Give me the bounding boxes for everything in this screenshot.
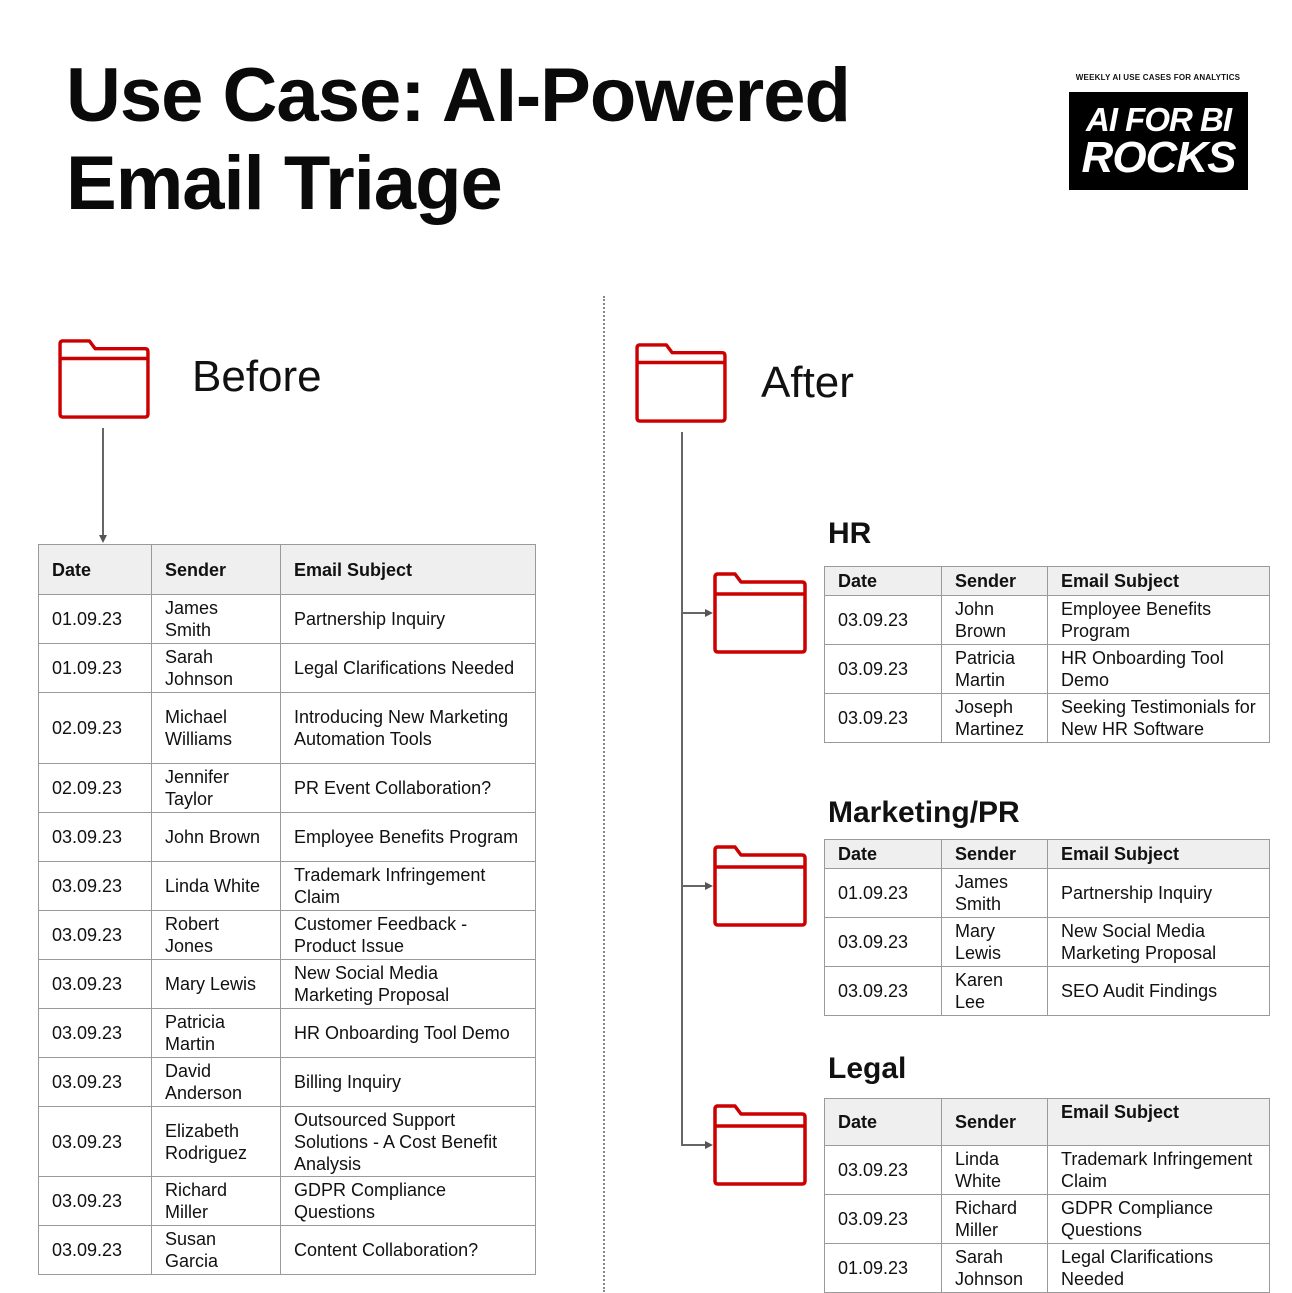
category-title-marketing-pr: Marketing/PR	[828, 796, 1020, 829]
legal-folder-icon	[711, 1102, 809, 1193]
cell-subject: HR Onboarding Tool Demo	[281, 1009, 536, 1058]
cell-date: 03.09.23	[39, 911, 152, 960]
folder-icon	[711, 570, 809, 656]
logo-line2: ROCKS	[1081, 133, 1236, 182]
cell-sender: Sarah Johnson	[942, 1244, 1048, 1293]
cell-subject: New Social Media Marketing Proposal	[281, 960, 536, 1009]
folder-icon	[711, 1102, 809, 1188]
column-header-subject: Email Subject	[1048, 1099, 1270, 1146]
cell-date: 01.09.23	[825, 869, 942, 918]
before-connector	[102, 428, 104, 536]
hr-email-table	[824, 566, 1270, 743]
section-divider	[603, 296, 605, 1292]
before-label: Before	[192, 352, 322, 401]
logo	[1069, 92, 1248, 190]
hr-connector	[681, 612, 707, 614]
after-connector	[681, 432, 683, 1145]
cell-sender: Patricia Martin	[152, 1009, 281, 1058]
cell-sender: John Brown	[152, 813, 281, 862]
cell-sender: Robert Jones	[152, 911, 281, 960]
cell-subject: Outsourced Support Solutions - A Cost Benefit Analysis	[281, 1107, 536, 1177]
page-title	[66, 52, 850, 228]
table-row	[39, 595, 536, 644]
cell-date: 03.09.23	[39, 1177, 152, 1226]
cell-date: 01.09.23	[825, 1244, 942, 1293]
column-header-sender: Sender	[942, 840, 1048, 869]
cell-subject: PR Event Collaboration?	[281, 764, 536, 813]
cell-subject: Legal Clarifications Needed	[281, 644, 536, 693]
table-row	[39, 911, 536, 960]
cell-subject: HR Onboarding Tool Demo	[1048, 645, 1270, 694]
table-row	[825, 694, 1270, 743]
cell-date: 02.09.23	[39, 693, 152, 764]
cell-sender: Michael Williams	[152, 693, 281, 764]
table-row	[39, 960, 536, 1009]
table-row	[825, 869, 1270, 918]
cell-subject: Employee Benefits Program	[281, 813, 536, 862]
cell-date: 03.09.23	[825, 1195, 942, 1244]
table-row	[825, 1244, 1270, 1293]
table-row	[39, 764, 536, 813]
cell-date: 03.09.23	[39, 960, 152, 1009]
cell-date: 03.09.23	[825, 596, 942, 645]
table-row	[825, 1195, 1270, 1244]
column-header-date: Date	[825, 1099, 942, 1146]
cell-sender: Mary Lewis	[942, 918, 1048, 967]
table-row	[39, 644, 536, 693]
table-row	[39, 1107, 536, 1177]
cell-subject: Legal Clarifications Needed	[1048, 1244, 1270, 1293]
cell-sender: Sarah Johnson	[152, 644, 281, 693]
cell-date: 03.09.23	[825, 918, 942, 967]
cell-sender: David Anderson	[152, 1058, 281, 1107]
cell-subject: Content Collaboration?	[281, 1226, 536, 1275]
table-row	[825, 1146, 1270, 1195]
cell-subject: Seeking Testimonials for New HR Software	[1048, 694, 1270, 743]
cell-date: 03.09.23	[39, 813, 152, 862]
cell-date: 02.09.23	[39, 764, 152, 813]
cell-subject: Customer Feedback - Product Issue	[281, 911, 536, 960]
cell-date: 03.09.23	[39, 1058, 152, 1107]
logo-line1: AI FOR BI	[1086, 101, 1231, 138]
before-folder-icon	[56, 337, 152, 426]
cell-sender: Elizabeth Rodriguez	[152, 1107, 281, 1177]
cell-sender: John Brown	[942, 596, 1048, 645]
table-header-row	[825, 567, 1270, 596]
column-header-subject: Email Subject	[1048, 840, 1270, 869]
column-header-subject: Email Subject	[281, 545, 536, 595]
cell-sender: Linda White	[942, 1146, 1048, 1195]
cell-sender: Karen Lee	[942, 967, 1048, 1016]
cell-date: 03.09.23	[825, 694, 942, 743]
cell-subject: GDPR Compliance Questions	[281, 1177, 536, 1226]
column-header-date: Date	[825, 567, 942, 596]
table-row	[39, 693, 536, 764]
table-row	[39, 862, 536, 911]
cell-sender: Joseph Martinez	[942, 694, 1048, 743]
before-email-table	[38, 544, 536, 1275]
cell-sender: Richard Miller	[942, 1195, 1048, 1244]
cell-date: 03.09.23	[39, 1107, 152, 1177]
cell-date: 03.09.23	[825, 967, 942, 1016]
table-header-row	[825, 840, 1270, 869]
hr-folder-icon	[711, 570, 809, 661]
page-title-line1: Use Case: AI-Powered	[66, 53, 850, 138]
legal-connector	[681, 1144, 707, 1146]
table-row	[39, 813, 536, 862]
table-row	[825, 645, 1270, 694]
cell-subject: Introducing New Marketing Automation Tools	[281, 693, 536, 764]
cell-subject: Partnership Inquiry	[1048, 869, 1270, 918]
cell-date: 03.09.23	[39, 1009, 152, 1058]
marketing-folder-icon	[711, 843, 809, 934]
cell-date: 03.09.23	[825, 1146, 942, 1195]
logo-tagline: WEEKLY AI USE CASES FOR ANALYTICS	[1075, 73, 1241, 82]
cell-sender: James Smith	[152, 595, 281, 644]
table-header-row	[39, 545, 536, 595]
cell-date: 03.09.23	[825, 645, 942, 694]
cell-date: 03.09.23	[39, 1226, 152, 1275]
column-header-sender: Sender	[942, 1099, 1048, 1146]
cell-subject: Trademark Infringement Claim	[281, 862, 536, 911]
cell-date: 03.09.23	[39, 862, 152, 911]
column-header-subject: Email Subject	[1048, 567, 1270, 596]
marketing-email-table	[824, 839, 1270, 1016]
folder-icon	[56, 337, 152, 421]
marketing-connector	[681, 885, 707, 887]
cell-subject: Billing Inquiry	[281, 1058, 536, 1107]
cell-sender: Mary Lewis	[152, 960, 281, 1009]
table-row	[825, 967, 1270, 1016]
column-header-sender: Sender	[942, 567, 1048, 596]
cell-sender: Jennifer Taylor	[152, 764, 281, 813]
table-row	[39, 1177, 536, 1226]
page-title-line2: Email Triage	[66, 141, 502, 226]
cell-date: 01.09.23	[39, 644, 152, 693]
column-header-date: Date	[825, 840, 942, 869]
cell-subject: Trademark Infringement Claim	[1048, 1146, 1270, 1195]
arrow-icon	[99, 535, 107, 543]
after-folder-icon	[633, 341, 729, 430]
cell-subject: GDPR Compliance Questions	[1048, 1195, 1270, 1244]
cell-sender: James Smith	[942, 869, 1048, 918]
table-row	[39, 1058, 536, 1107]
table-row	[825, 918, 1270, 967]
cell-sender: Linda White	[152, 862, 281, 911]
after-label: After	[761, 358, 854, 407]
table-row	[825, 596, 1270, 645]
folder-icon	[711, 843, 809, 929]
cell-sender: Patricia Martin	[942, 645, 1048, 694]
cell-sender: Susan Garcia	[152, 1226, 281, 1275]
cell-subject: SEO Audit Findings	[1048, 967, 1270, 1016]
category-title-legal: Legal	[828, 1052, 907, 1085]
cell-subject: New Social Media Marketing Proposal	[1048, 918, 1270, 967]
column-header-date: Date	[39, 545, 152, 595]
legal-email-table	[824, 1098, 1270, 1293]
table-row	[39, 1009, 536, 1058]
cell-sender: Richard Miller	[152, 1177, 281, 1226]
table-header-row	[825, 1099, 1270, 1146]
category-title-hr: HR	[828, 517, 872, 550]
cell-date: 01.09.23	[39, 595, 152, 644]
cell-subject: Employee Benefits Program	[1048, 596, 1270, 645]
column-header-sender: Sender	[152, 545, 281, 595]
folder-icon	[633, 341, 729, 425]
cell-subject: Partnership Inquiry	[281, 595, 536, 644]
table-row	[39, 1226, 536, 1275]
